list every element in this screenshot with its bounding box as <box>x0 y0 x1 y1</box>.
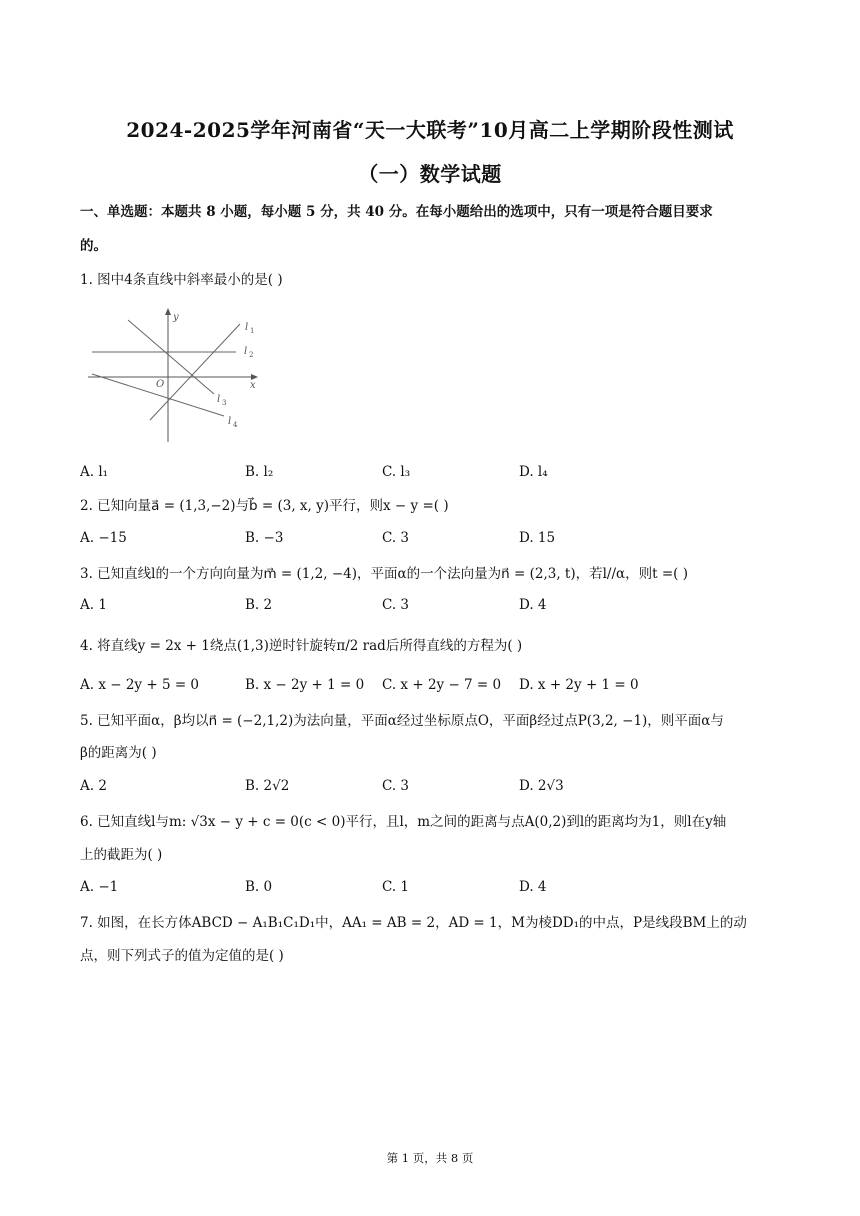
line-l3 <box>128 320 214 394</box>
origin-label: O <box>156 379 165 390</box>
axis-label-y: y <box>173 312 179 323</box>
line-l1 <box>150 324 240 420</box>
option-d: D. 15 <box>519 530 556 546</box>
question-1-figure <box>84 302 284 444</box>
option-d: D. l₄ <box>519 464 548 480</box>
option-b: B. −3 <box>245 530 284 546</box>
option-a: A. x − 2y + 5 = 0 <box>80 677 200 693</box>
option-b: B. 0 <box>245 879 273 895</box>
y-axis-arrow <box>165 308 171 315</box>
question-4-options <box>80 677 780 697</box>
title-line-1: 2024-2025学年河南省“天一大联考”10月高二上学期阶段性测试 <box>126 118 734 142</box>
question-5-stem-cont: β的距离为( ) <box>80 745 157 761</box>
question-3-options <box>80 597 780 617</box>
option-b: B. 2√2 <box>245 778 290 794</box>
option-b: B. x − 2y + 1 = 0 <box>245 677 365 693</box>
label-l2-sub: 2 <box>249 351 254 359</box>
question-6-stem: 6. 已知直线l与m: √3x − y + c = 0(c < 0)平行，且l，m之间的距离与点A(0,2)到l的距离均为1，则l在y轴 <box>80 814 727 830</box>
label-l1-sub: 1 <box>250 327 255 335</box>
question-2-stem: 2. 已知向量a⃗ = (1,3,−2)与b⃗ = (3, x, y)平行，则x − y =( ) <box>80 498 449 514</box>
option-a: A. −15 <box>80 530 127 546</box>
option-c: C. 3 <box>382 597 410 613</box>
question-6-options <box>80 879 780 899</box>
option-c: C. 3 <box>382 530 410 546</box>
option-b: B. l₂ <box>245 464 274 480</box>
label-l3-sub: 3 <box>222 399 227 407</box>
label-l3: l <box>217 394 221 405</box>
label-l1: l <box>245 322 249 333</box>
option-a: A. l₁ <box>80 464 109 480</box>
question-3-stem: 3. 已知直线l的一个方向向量为m⃗ = (1,2, −4)，平面α的一个法向量为n⃗ = (2,3, t)，若l//α，则t =( ) <box>80 566 688 582</box>
label-l4: l <box>228 416 232 427</box>
option-c: C. 1 <box>382 879 410 895</box>
question-1-options <box>80 464 780 484</box>
label-l2: l <box>244 346 248 357</box>
option-c: C. l₃ <box>382 464 411 480</box>
option-d: D. x + 2y + 1 = 0 <box>519 677 639 693</box>
section-header-cont: 的。 <box>80 238 107 254</box>
option-a: A. 2 <box>80 778 107 794</box>
option-d: D. 4 <box>519 879 547 895</box>
question-1-stem: 1. 图中4条直线中斜率最小的是( ) <box>80 272 283 288</box>
question-5-options <box>80 778 780 798</box>
question-5-stem: 5. 已知平面α，β均以n⃗ = (−2,1,2)为法向量，平面α经过坐标原点O，平面β经过点P(3,2, −1)，则平面α与 <box>80 713 724 729</box>
option-c: C. x + 2y − 7 = 0 <box>382 677 502 693</box>
option-a: A. 1 <box>80 597 107 613</box>
page-footer: 第 1 页，共 8 页 <box>386 1151 474 1165</box>
option-a: A. −1 <box>80 879 119 895</box>
label-l4-sub: 4 <box>233 421 238 429</box>
question-7-stem-cont: 点，则下列式子的值为定值的是( ) <box>80 948 284 964</box>
axis-label-x: x <box>250 380 256 391</box>
title-line-2: （一）数学试题 <box>358 162 502 186</box>
option-d: D. 2√3 <box>519 778 564 794</box>
question-6-stem-cont: 上的截距为( ) <box>80 847 163 863</box>
question-2-options <box>80 530 780 550</box>
question-4-stem: 4. 将直线y = 2x + 1绕点(1,3)逆时针旋转π/2 rad后所得直线的方程为( ) <box>80 638 523 654</box>
section-header: 一、单选题：本题共 8 小题，每小题 5 分，共 40 分。在每小题给出的选项中，只有一项是符合题目要求 <box>80 204 713 220</box>
option-c: C. 3 <box>382 778 410 794</box>
option-d: D. 4 <box>519 597 547 613</box>
question-7-stem: 7. 如图，在长方体ABCD − A₁B₁C₁D₁中，AA₁ = AB = 2，AD = 1，M为棱DD₁的中点，P是线段BM上的动 <box>80 915 747 931</box>
option-b: B. 2 <box>245 597 273 613</box>
